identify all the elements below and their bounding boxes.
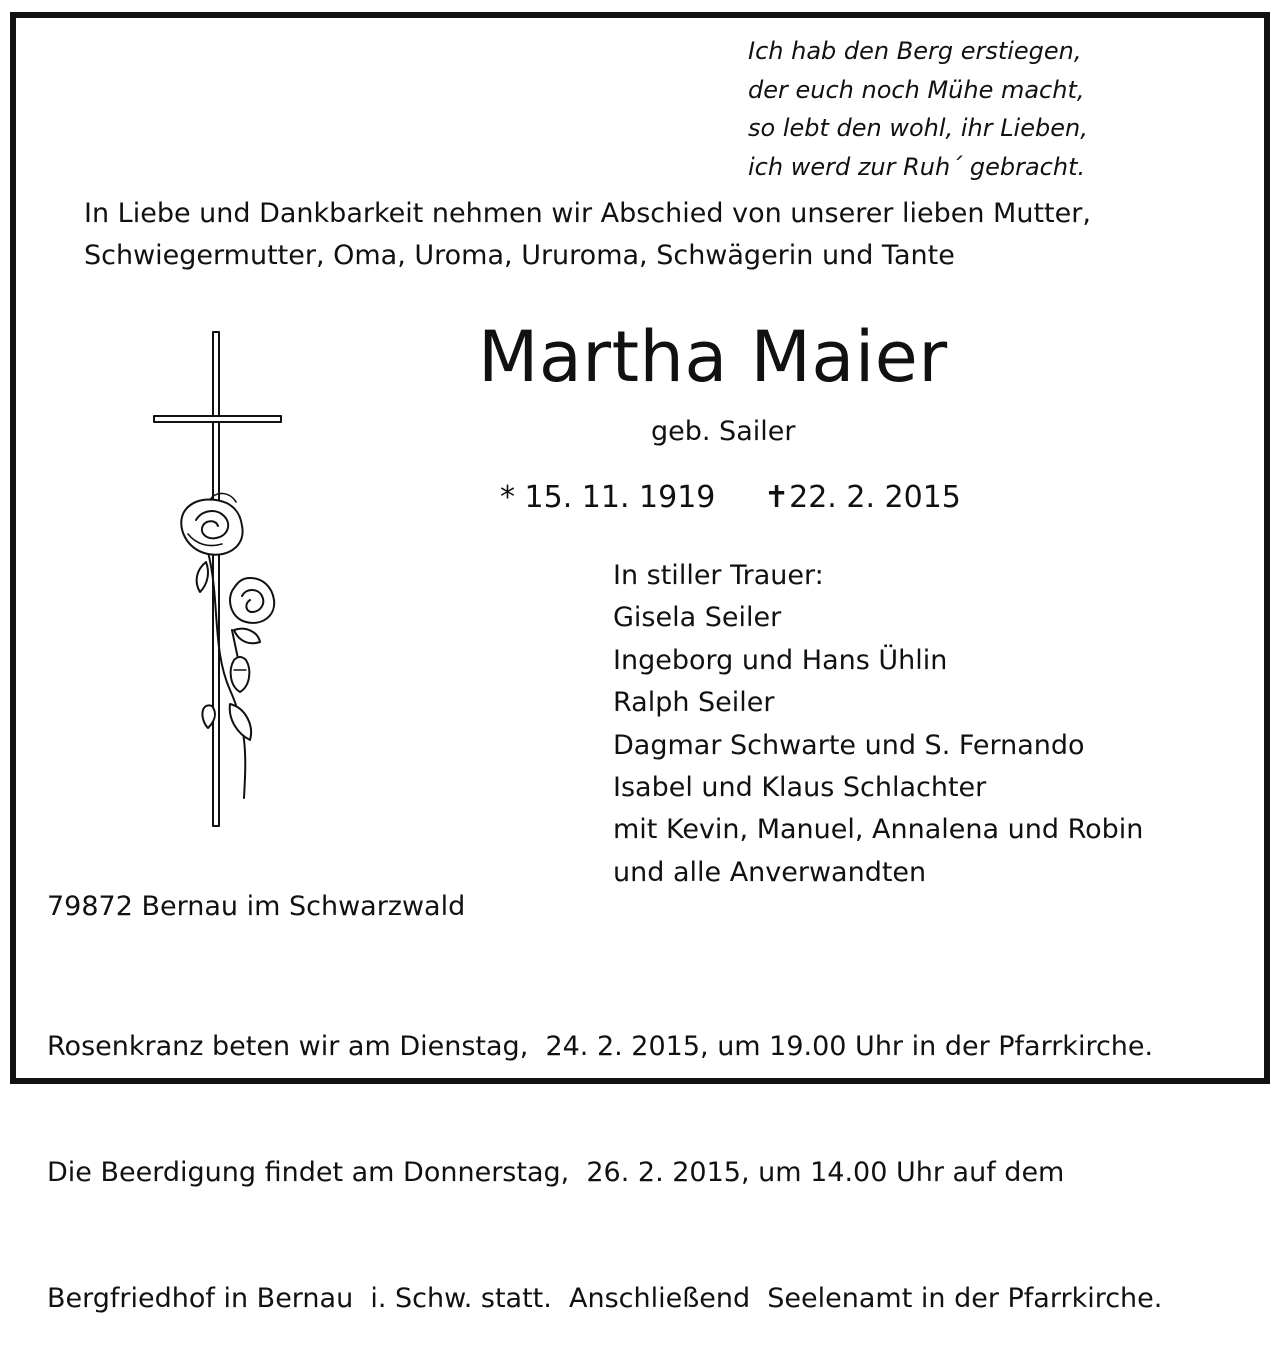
intro-line: In Liebe und Dankbarkeit nehmen wir Abschied von unserer lieben Mutter,	[84, 198, 1091, 229]
poem-line: der euch noch Mühe macht,	[748, 75, 1085, 104]
poem	[748, 32, 1088, 186]
intro-text	[84, 193, 1091, 277]
deceased-name: Martha Maier	[478, 316, 948, 398]
death-date: ✝22. 2. 2015	[764, 480, 961, 515]
mourners-heading: In stiller Trauer:	[613, 560, 824, 591]
birth-date: * 15. 11. 1919	[500, 480, 716, 515]
service-info	[47, 942, 1162, 1362]
mourners-list	[613, 555, 1143, 894]
mourner-name: Gisela Seiler	[613, 602, 782, 634]
address: 79872 Bernau im Schwarzwald	[47, 891, 466, 922]
mourner-name: Ralph Seiler	[613, 687, 775, 719]
service-line: Die Beerdigung findet am Donnerstag, 26. 2. 2015, um 14.00 Uhr auf dem	[47, 1157, 1065, 1188]
maiden-name: geb. Sailer	[651, 416, 796, 447]
mourner-name: Ingeborg und Hans Ühlin	[613, 644, 948, 676]
mourner-name: Dagmar Schwarte und S. Fernando	[613, 729, 1085, 761]
intro-line: Schwiegermutter, Oma, Uroma, Ururoma, Schwägerin und Tante	[84, 240, 955, 271]
poem-line: ich werd zur Ruh´ gebracht.	[748, 152, 1086, 181]
service-line: Bergfriedhof in Bernau i. Schw. statt. Anschließend Seelenamt in der Pfarrkirche.	[47, 1283, 1163, 1314]
cross-with-roses-icon	[150, 330, 285, 830]
mourner-name: und alle Anverwandten	[613, 856, 927, 888]
mourner-name: Isabel und Klaus Schlachter	[613, 771, 987, 803]
poem-line: Ich hab den Berg erstiegen,	[748, 37, 1082, 65]
poem-line: so lebt den wohl, ihr Lieben,	[748, 114, 1088, 142]
mourner-name: mit Kevin, Manuel, Annalena und Robin	[613, 814, 1144, 846]
service-line: Rosenkranz beten wir am Dienstag, 24. 2. 2015, um 19.00 Uhr in der Pfarrkirche.	[47, 1031, 1154, 1062]
